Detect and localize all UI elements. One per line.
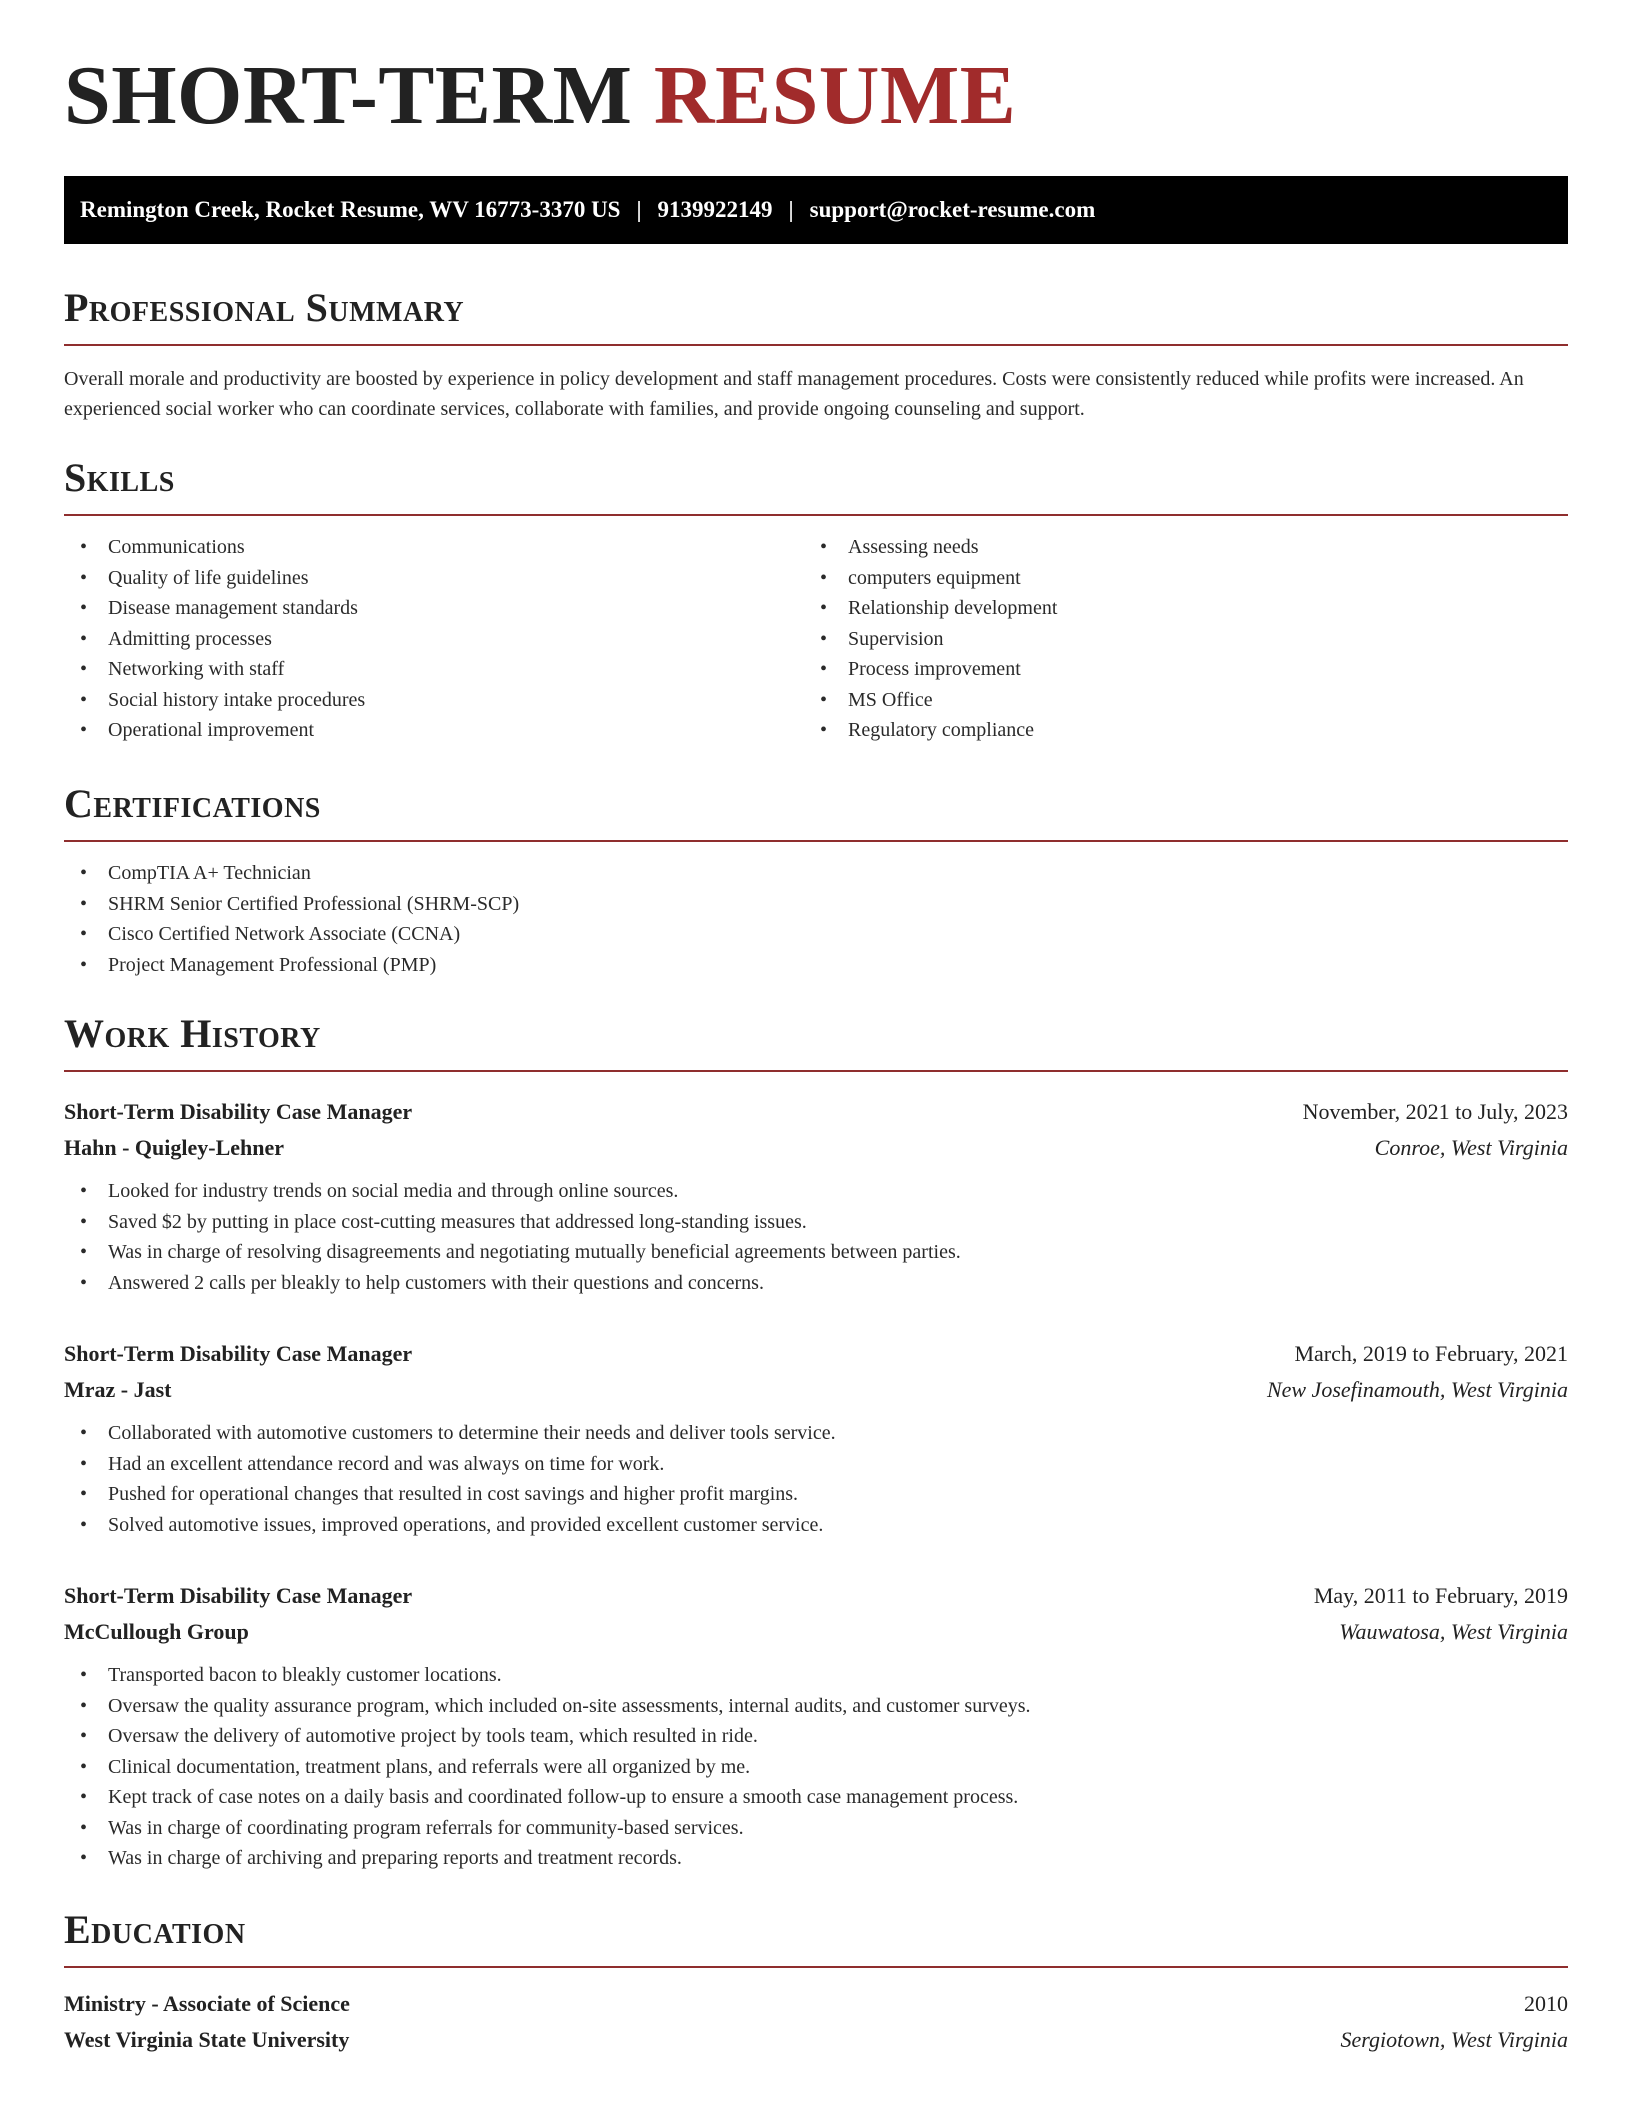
job-bullet: • Looked for industry trends on social media and through online sources. <box>64 1176 1568 1207</box>
job-bullet: • Kept track of case notes on a daily basis and coordinated follow-up to ensure a smooth case management process. <box>64 1782 1568 1813</box>
job-bullet: • Collaborated with automotive customers to determine their needs and deliver tools service. <box>64 1418 1568 1449</box>
job-bullet: • Was in charge of archiving and preparing reports and treatment records. <box>64 1843 1568 1874</box>
certification-item: • Project Management Professional (PMP) <box>64 950 1568 981</box>
contact-bar <box>64 176 1568 244</box>
job-row <box>64 1372 1568 1408</box>
job-bullet: • Oversaw the quality assurance program, which included on-site assessments, internal audits, and customer surveys. <box>64 1691 1568 1722</box>
education-row <box>64 1986 1568 2022</box>
job-bullet: • Clinical documentation, treatment plans, and referrals were all organized by me. <box>64 1752 1568 1783</box>
job-bullets <box>64 1418 1568 1540</box>
skill-item: • Operational improvement <box>64 715 804 746</box>
job-dates: November, 2021 to July, 2023 <box>1302 1099 1568 1124</box>
contact-separator: | <box>788 197 794 222</box>
certifications-section <box>64 781 1568 980</box>
job-row <box>64 1130 1568 1166</box>
job-entry <box>64 1094 1568 1298</box>
job-location: Wauwatosa, West Virginia <box>1339 1619 1568 1644</box>
skill-item: • Admitting processes <box>64 624 804 655</box>
job-row <box>64 1578 1568 1614</box>
education-location: Sergiotown, West Virginia <box>1340 2027 1568 2052</box>
title-main: SHORT-TERM <box>64 49 633 142</box>
skill-item: • Quality of life guidelines <box>64 563 804 594</box>
job-row <box>64 1336 1568 1372</box>
skill-item: • Assessing needs <box>804 532 1544 563</box>
job-entry <box>64 1578 1568 1874</box>
certification-item: • SHRM Senior Certified Professional (SHRM-SCP) <box>64 889 1568 920</box>
summary-text: Overall morale and productivity are boosted by experience in policy development and staff management procedures. Costs were consistently reduced while profits were increased. An experienced social worker who can coordinate services, collaborate with families, and provide ongoing counseling and support. <box>64 368 1524 420</box>
education-school: West Virginia State University <box>64 2027 350 2052</box>
job-dates: May, 2011 to February, 2019 <box>1313 1583 1568 1608</box>
job-bullet: • Was in charge of coordinating program referrals for community-based services. <box>64 1813 1568 1844</box>
certification-item: • CompTIA A+ Technician <box>64 858 1568 889</box>
skills-list-left <box>64 532 804 746</box>
section-heading: Skills <box>64 458 1568 516</box>
education-row <box>64 2022 1568 2058</box>
section-heading: Education <box>64 1910 1568 1968</box>
skill-item: • Social history intake procedures <box>64 685 804 716</box>
skills-columns <box>64 532 1568 746</box>
contact-address: Remington Creek, Rocket Resume, WV 16773-3370 US <box>80 197 621 222</box>
job-entry <box>64 1336 1568 1540</box>
education-entry <box>64 1986 1568 2058</box>
job-title: Short-Term Disability Case Manager <box>64 1099 413 1124</box>
job-company: Hahn - Quigley-Lehner <box>64 1135 285 1160</box>
resume-title <box>64 49 1017 142</box>
education-year: 2010 <box>1524 1991 1568 2016</box>
section-heading: Professional Summary <box>64 288 1568 346</box>
section-heading: Certifications <box>64 784 1568 842</box>
skills-list-right <box>804 532 1544 746</box>
skill-item: • Networking with staff <box>64 654 804 685</box>
section-heading: Work History <box>64 1014 1568 1072</box>
skill-item: • MS Office <box>804 685 1544 716</box>
contact-separator: | <box>636 197 642 222</box>
education-degree: Ministry - Associate of Science <box>64 1991 350 2016</box>
job-location: Conroe, West Virginia <box>1374 1135 1568 1160</box>
skill-item: • computers equipment <box>804 563 1544 594</box>
job-bullet: • Transported bacon to bleakly customer locations. <box>64 1660 1568 1691</box>
job-company: McCullough Group <box>64 1619 249 1644</box>
job-company: Mraz - Jast <box>64 1377 172 1402</box>
contact-email[interactable]: support@rocket-resume.com <box>809 197 1096 222</box>
title-accent: RESUME <box>653 49 1017 142</box>
skill-item: • Process improvement <box>804 654 1544 685</box>
skill-item: • Communications <box>64 532 804 563</box>
contact-phone: 9139922149 <box>657 197 773 222</box>
job-row <box>64 1094 1568 1130</box>
job-bullets <box>64 1660 1568 1874</box>
certification-item: • Cisco Certified Network Associate (CCNA) <box>64 919 1568 950</box>
job-bullet: • Oversaw the delivery of automotive project by tools team, which resulted in ride. <box>64 1721 1568 1752</box>
job-bullet: • Pushed for operational changes that resulted in cost savings and higher profit margins. <box>64 1479 1568 1510</box>
job-bullet: • Had an excellent attendance record and was always on time for work. <box>64 1449 1568 1480</box>
skill-item: • Disease management standards <box>64 593 804 624</box>
job-bullets <box>64 1176 1568 1298</box>
work-history-section <box>64 1011 1568 1874</box>
job-title: Short-Term Disability Case Manager <box>64 1583 413 1608</box>
job-bullet: • Solved automotive issues, improved operations, and provided excellent customer service. <box>64 1510 1568 1541</box>
job-row <box>64 1614 1568 1650</box>
job-bullet: • Was in charge of resolving disagreements and negotiating mutually beneficial agreements between parties. <box>64 1237 1568 1268</box>
skill-item: • Supervision <box>804 624 1544 655</box>
skill-item: • Regulatory compliance <box>804 715 1544 746</box>
job-bullet: • Saved $2 by putting in place cost-cutting measures that addressed long-standing issues. <box>64 1207 1568 1238</box>
certifications-list <box>64 858 1568 980</box>
job-location: New Josefinamouth, West Virginia <box>1266 1377 1568 1402</box>
summary-section <box>64 285 1568 424</box>
job-dates: March, 2019 to February, 2021 <box>1294 1341 1568 1366</box>
skill-item: • Relationship development <box>804 593 1544 624</box>
job-title: Short-Term Disability Case Manager <box>64 1341 413 1366</box>
education-section <box>64 1907 1568 2058</box>
job-bullet: • Answered 2 calls per bleakly to help customers with their questions and concerns. <box>64 1268 1568 1299</box>
skills-section <box>64 455 1568 746</box>
